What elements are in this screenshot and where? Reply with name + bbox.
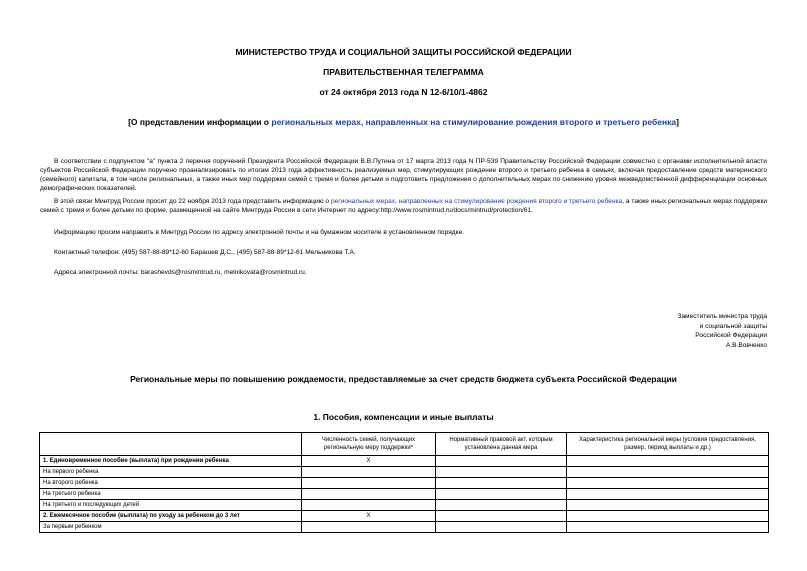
table-header-row — [40, 433, 769, 456]
table-row — [40, 511, 769, 522]
paragraph-request — [40, 197, 767, 215]
row-count: X — [302, 511, 436, 522]
document-subject — [0, 117, 807, 127]
subject-close: ] — [676, 117, 679, 127]
row-count — [302, 522, 436, 533]
column-header-legal-act: Нормативный правовой акт, которым установлена данная мера — [436, 433, 567, 456]
row-legal-act — [436, 511, 567, 522]
row-legal-act — [436, 489, 567, 500]
row-label: На первого ребенка — [40, 467, 302, 478]
row-label: 1. Единовременное пособие (выплата) при рождении ребенка — [40, 456, 302, 467]
row-count — [302, 467, 436, 478]
row-legal-act — [436, 522, 567, 533]
row-count — [302, 500, 436, 511]
signature-name: А.В.Вовченко — [725, 341, 767, 349]
row-description — [567, 511, 769, 522]
row-legal-act — [436, 500, 567, 511]
signature-line-2: и социальной защиты — [699, 322, 767, 330]
document-date-number: от 24 октября 2013 года N 12-6/10/1-4862 — [319, 87, 488, 97]
row-label: За первым ребенком — [40, 522, 302, 533]
contact-emails: Адреса электронной почты: barashevds@rosmintrud.ru, melnikovata@rosmintrud.ru. — [54, 269, 307, 276]
subject-open: [О представлении информации о — [128, 117, 272, 127]
row-legal-act — [436, 478, 567, 489]
table-row — [40, 500, 769, 511]
row-label: На второго ребенка — [40, 478, 302, 489]
paragraph-submission: Информацию просим направить в Минтруд России по адресу электронной почты и на бумажном носителе в установленном порядке. — [54, 229, 465, 236]
measures-table — [39, 432, 769, 533]
row-description — [567, 456, 769, 467]
signature-line-3: Российской Федерации — [695, 332, 767, 339]
row-count — [302, 489, 436, 500]
paragraph-instruction: В соответствии с подпунктом "а" пункта 2 перечня поручений Президента Российской Федерации В.В.Путина от 17 марта 2013 года N ПР-539 Правительству Российской Федерации совместно с органами исполнительной власти субъектов Российской Федерации поручено проанализировать по итогам 2013 года эффективность реализуемых мер, стимулирующих рождение второго и третьего ребенка в семьях, включая предоставление средств материнского (семейного) капитала, в том числе региональных, а также иных мер поддержки семей с тремя и более детьми и подготовить предложения о дополнительных мерах по снижению уровня межведомственной дифференциации основных демографических показателей. — [40, 158, 767, 192]
document-type: ПРАВИТЕЛЬСТВЕННАЯ ТЕЛЕГРАММА — [323, 67, 484, 77]
contact-phones: Контактный телефон: (495) 587-88-89*12-60 Барашев Д.С., (495) 587-88-89*12-61 Мельникова Т.А. — [54, 249, 356, 256]
row-description — [567, 500, 769, 511]
column-header-description: Характеристика региональной меры (условия предоставления, размер, период выплаты и др.) — [567, 433, 769, 456]
row-description — [567, 522, 769, 533]
row-description — [567, 489, 769, 500]
signature-line-1: Заместитель министра труда — [677, 313, 767, 320]
row-legal-act — [436, 467, 567, 478]
table-row — [40, 456, 769, 467]
signature-block — [677, 312, 767, 350]
table-row — [40, 489, 769, 500]
row-count — [302, 478, 436, 489]
subject-link[interactable]: региональных мерах, направленных на стимулирование рождения второго и третьего ребенка — [271, 117, 677, 127]
row-description — [567, 467, 769, 478]
request-link[interactable]: региональных мерах, направленных на стимулирование рождения второго и третьего ребенка — [330, 198, 623, 205]
table-row — [40, 478, 769, 489]
column-header-measure — [40, 433, 302, 456]
row-label: На третьего и последующих детей — [40, 500, 302, 511]
annex-title: Региональные меры по повышению рождаемости, предоставляемые за счет средств бюджета субъекта Российской Федерации — [130, 374, 677, 384]
table-row — [40, 522, 769, 533]
row-description — [567, 478, 769, 489]
ministry-title: МИНИСТЕРСТВО ТРУДА И СОЦИАЛЬНОЙ ЗАЩИТЫ РОССИЙСКОЙ ФЕДЕРАЦИИ — [235, 47, 572, 57]
request-text-a: В этой связи Минтруд России просит до 22 ноября 2013 года представить информацию о — [54, 198, 331, 205]
row-label: 2. Ежемесячное пособие (выплата) по уходу за ребенком до 3 лет — [40, 511, 302, 522]
request-text-b: , а также иных региональных мерах поддержки семей с тремя и более детьми по форме, размещенной на сайте Минтруда России в сети Интернет по адресу:http://www.rosmintrud.ru/docs/mintrud/protection/61. — [40, 198, 768, 214]
row-label: На третьего ребенка — [40, 489, 302, 500]
section-title: 1. Пособия, компенсации и иные выплаты — [313, 412, 494, 422]
column-header-families: Численность семей, получающих региональную меру поддержки* — [302, 433, 436, 456]
row-legal-act — [436, 456, 567, 467]
row-count: X — [302, 456, 436, 467]
table-row — [40, 467, 769, 478]
